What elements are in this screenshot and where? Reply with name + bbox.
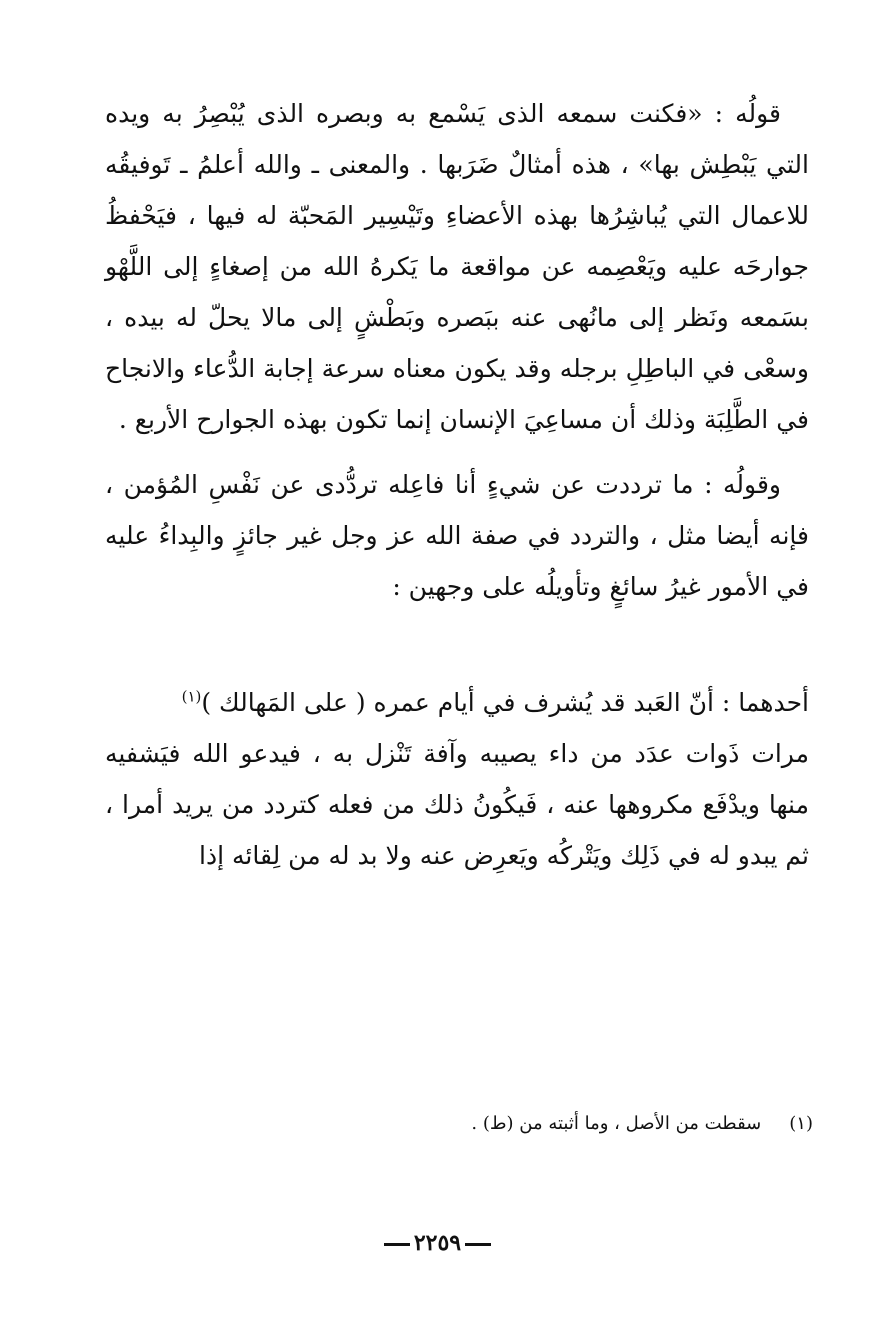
paragraph-continuation: مرات ذَوات عدَد من داء يصيبه وآفة تَنْزل به ، فيدعو الله فيَشفيه منها ويدْفَع مكروهها عنه ، فَيكُونُ ذلك من فعله كتردد من يريد أمرا ، ثم يبدو له في ذَلِك ويَتْركُه ويَعرِض عنه ولا بد له من لِقائه إذا	[105, 739, 809, 870]
page-number-dash-left	[384, 1243, 410, 1246]
paragraph-hadith-hearing-sight: قولُه : «فكنت سمعه الذى يَسْمع به وبصره الذى يُبْصِرُ به ويده التي يَبْطِش بها» ، هذه أمثالٌ ضَرَبها . والمعنى ـ والله أعلمُ ـ تَوفيقُه للاعمال التي يُباشِرُها بهذه الأعضاءِ وتَيْسِير المَحبّة له فيها ، فيَحْفظُ جوارحَه عليه ويَعْصِمه عن مواقعة ما يَكرهُ الله من إصغاءٍ إلى اللَّهْو بسَمعه ونَظر إلى مانُهى عنه ببَصره وبَطْشٍ إلى مالا يحلّ له بيده ، وسعْى في الباطِلِ برجله وقد يكون معناه سرعة إجابة الدُّعاء والانجاح في الطَّلِبَة وذلك أن مساعِيَ الإنسان إنما تكون بهذه الجوارح الأربع .	[105, 99, 809, 434]
page-number	[0, 1228, 875, 1258]
footnote	[313, 1110, 813, 1138]
footnote-text: سقطت من الأصل ، وما أثبته من (ط) .	[471, 1113, 762, 1134]
page-number-dash-right	[465, 1243, 491, 1246]
page-number-value: ٢٢٥٩	[413, 1230, 462, 1256]
paragraph-lead: أحدهما : أنّ العَبد قد يُشرف في أيام عمره ( على المَهالك )	[201, 688, 809, 717]
paragraph-hesitation: وقولُه : ما ترددت عن شيءٍ أنا فاعِله تردُّدى عن نَفْسِ المُؤمن ، فإنه أيضا مثل ، والتردد في صفة الله عز وجل غير جائزٍ والبِداءُ عليه في الأمور غيرُ سائغٍ وتأويلُه على وجهين :	[105, 470, 809, 601]
paragraph-first-interpretation	[105, 626, 809, 881]
main-text	[105, 88, 809, 881]
footnote-reference: (١)	[181, 687, 202, 706]
footnote-number: (١)	[789, 1113, 813, 1134]
